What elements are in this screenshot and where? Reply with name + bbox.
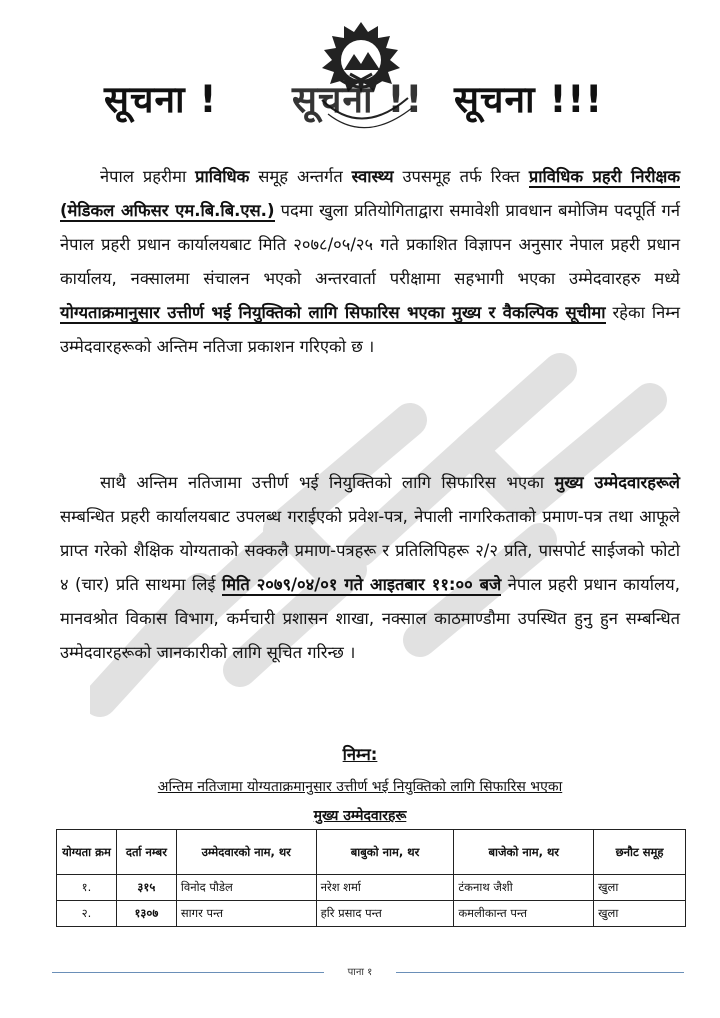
cell-rank: २. bbox=[57, 901, 117, 927]
para1-recommended-list: योग्यताक्रमानुसार उत्तीर्ण भई नियुक्तिको लागि सिफारिस भएका मुख्य र वैकल्पिक सूचीमा bbox=[60, 303, 606, 322]
list-heading: निम्न: bbox=[342, 745, 378, 764]
paragraph-1 bbox=[60, 160, 680, 364]
list-subheading: अन्तिम नतिजामा योग्यताक्रमानुसार उत्तीर्ण भई नियुक्तिको लागि सिफारिस भएका bbox=[157, 779, 563, 795]
header-notice-2: सूचना !! bbox=[292, 78, 424, 121]
para1-text-3: उपसमूह तर्फ रिक्त bbox=[393, 167, 529, 186]
para2-text-1: साथै अन्तिम नतिजामा उत्तीर्ण भई नियुक्तिको लागि सिफारिस भएका bbox=[100, 473, 555, 492]
col-registration: दर्ता नम्बर bbox=[116, 830, 176, 875]
para1-text-5: रहेका निम्न उम्मेदवारहरूको अन्तिम नतिजा प्रकाशन गरिएको छ । bbox=[60, 303, 680, 356]
page-number: पाना १ bbox=[347, 967, 373, 978]
notice-header bbox=[96, 72, 656, 142]
cell-father-name: नरेश शर्मा bbox=[316, 875, 454, 901]
para1-text-2: समूह अन्तर्गत bbox=[249, 167, 352, 186]
col-grandfather-name: बाजेको नाम, थर bbox=[454, 830, 594, 875]
col-rank: योग्यता क्रम bbox=[57, 830, 117, 875]
cell-registration: ३१५ bbox=[116, 875, 176, 901]
footer-divider-left bbox=[52, 972, 324, 973]
cell-selection-group: खुला bbox=[594, 875, 686, 901]
para2-date-time: मिति २०७९/०४/०१ गते आइतबार ११:०० बजे bbox=[221, 575, 502, 594]
list-title: मुख्य उम्मेदवारहरू bbox=[313, 808, 407, 824]
col-father-name: बाबुको नाम, थर bbox=[316, 830, 454, 875]
table-row bbox=[57, 875, 686, 901]
para2-bold-main-candidates: मुख्य उम्मेदवारहरूले bbox=[554, 473, 680, 492]
cell-candidate-name: सागर पन्त bbox=[176, 901, 316, 927]
para1-text-1: नेपाल प्रहरीमा bbox=[100, 167, 196, 186]
para1-text-4: पदमा खुला प्रतियोगिताद्वारा समावेशी प्रावधान बमोजिम पदपूर्ति गर्न नेपाल प्रहरी प्रधान कार्यालयबाट मिति २०७८/०५/२५ गते प्रकाशित विज्ञापन अनुसार नेपाल प्रहरी प्रधान कार्यालय, नक्सालमा संचालन भएको अन्तरवार्ता परीक्षामा सहभागी भएका उम्मेदवारहरु मध्ये bbox=[60, 201, 680, 288]
cell-grandfather-name: कमलीकान्त पन्त bbox=[454, 901, 594, 927]
paragraph-2 bbox=[60, 466, 680, 670]
cell-grandfather-name: टंकनाथ जैशी bbox=[454, 875, 594, 901]
cell-rank: १. bbox=[57, 875, 117, 901]
col-candidate-name: उम्मेदवारको नाम, थर bbox=[176, 830, 316, 875]
para1-bold-technical: प्राविधिक bbox=[195, 167, 250, 186]
table-row bbox=[57, 901, 686, 927]
cell-candidate-name: विनोद पौडेल bbox=[176, 875, 316, 901]
cell-selection-group: खुला bbox=[594, 901, 686, 927]
para1-post-title: प्राविधिक प्रहरी निरीक्षक (मेडिकल अफिसर एम.बि.बि.एस.) bbox=[60, 167, 681, 220]
header-notice-3: सूचना !!! bbox=[454, 78, 604, 121]
col-selection-group: छनौट समूह bbox=[594, 830, 686, 875]
para2-text-2: सम्बन्धित प्रहरी कार्यालयबाट उपलब्ध गराईएको प्रवेश-पत्र, नेपाली नागरिकताको प्रमाण-पत्र तथा आफूले प्राप्त गरेको शैक्षिक योग्यताको सक्कलै प्रमाण-पत्रहरू र प्रतिलिपिहरू २/२ प्रति, पासपोर्ट साईजको फोटो ४ (चार) प्रति साथमा लिई bbox=[60, 507, 680, 594]
cell-father-name: हरि प्रसाद पन्त bbox=[316, 901, 454, 927]
header-notice-1: सूचना ! bbox=[104, 78, 218, 121]
cell-registration: १३०७ bbox=[116, 901, 176, 927]
para1-bold-health: स्वास्थ्य bbox=[351, 167, 394, 186]
footer-divider-right bbox=[396, 972, 684, 973]
results-table bbox=[56, 829, 686, 927]
para2-text-3: नेपाल प्रहरी प्रधान कार्यालय, मानवश्रोत विकास विभाग, कर्मचारी प्रशासन शाखा, नक्साल काठमाण्डौमा उपस्थित हुनु हुन सम्बन्धित उम्मेदवारहरूको जानकारीको लागि सूचित गरिन्छ । bbox=[60, 575, 680, 662]
table-header-row bbox=[57, 830, 686, 875]
